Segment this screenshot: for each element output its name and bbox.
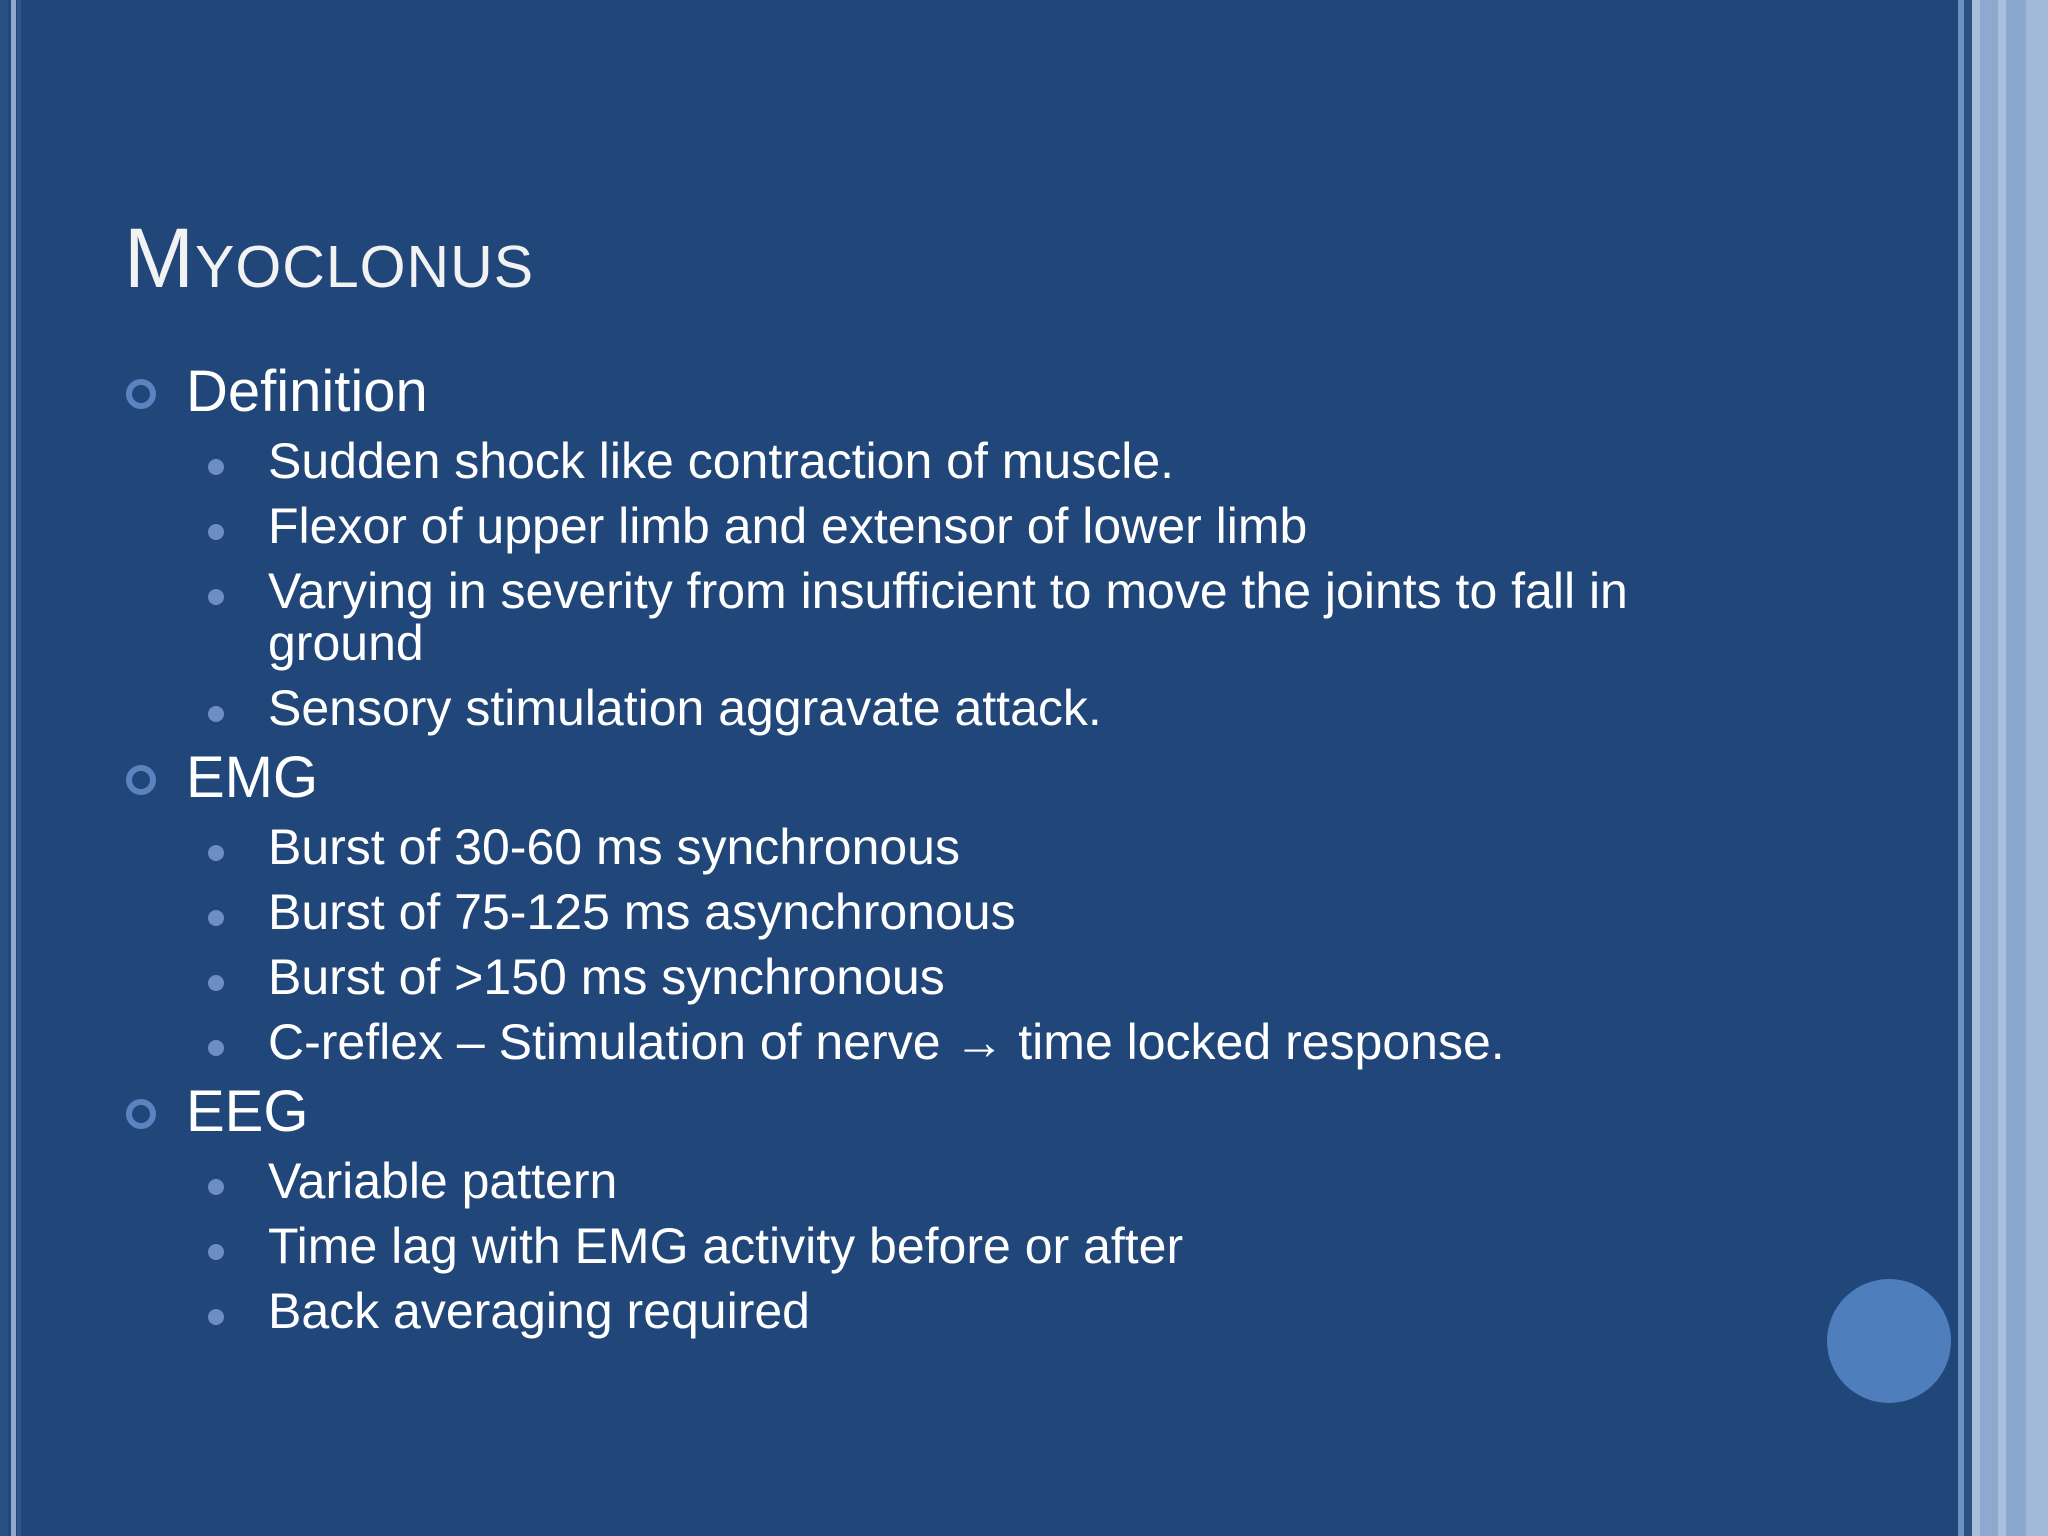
list-item-text: C-reflex – Stimulation of nerve → time locked response. — [268, 1014, 1505, 1070]
section-heading — [124, 1075, 1764, 1149]
list-item-text: Burst of 75-125 ms asynchronous — [268, 884, 1016, 940]
left-border-stripe — [0, 0, 8, 1536]
section-eeg — [124, 1075, 1764, 1344]
bullet-list — [124, 815, 1764, 1075]
right-border-stripe — [1998, 0, 2006, 1536]
section-heading-label: EEG — [186, 1079, 309, 1144]
right-border-stripe — [1980, 0, 1998, 1536]
list-item-text: Varying in severity from insufficient to move the joints to fall in ground — [268, 563, 1628, 671]
list-item-text: Flexor of upper limb and extensor of lower limb — [268, 498, 1308, 554]
section-heading — [124, 355, 1764, 429]
dot-bullet-icon — [208, 1040, 224, 1056]
dot-bullet-icon — [208, 975, 224, 991]
section-definition — [124, 355, 1764, 741]
list-item — [124, 1149, 1764, 1214]
left-border-stripe — [17, 0, 21, 1536]
decorative-circle — [1827, 1279, 1951, 1403]
right-border-stripe — [2006, 0, 2026, 1536]
bullet-list — [124, 429, 1764, 741]
list-item-text: Burst of >150 ms synchronous — [268, 949, 945, 1005]
list-item-text: Sensory stimulation aggravate attack. — [268, 680, 1102, 736]
list-item-text: Sudden shock like contraction of muscle. — [268, 433, 1175, 489]
dot-bullet-icon — [208, 706, 224, 722]
left-border-stripe — [11, 0, 16, 1536]
right-border-stripe — [1972, 0, 1980, 1536]
list-item — [124, 429, 1764, 494]
dot-bullet-icon — [208, 1179, 224, 1195]
list-item-text: Back averaging required — [268, 1283, 810, 1339]
ring-bullet-icon — [126, 765, 156, 795]
list-item — [124, 1279, 1764, 1344]
section-heading-label: Definition — [186, 359, 428, 424]
list-item — [124, 559, 1764, 676]
dot-bullet-icon — [208, 589, 224, 605]
list-item-text: Time lag with EMG activity before or after — [268, 1218, 1184, 1274]
dot-bullet-icon — [208, 459, 224, 475]
list-item — [124, 494, 1764, 559]
right-border-stripe — [1964, 0, 1972, 1536]
list-item — [124, 880, 1764, 945]
section-heading-label: EMG — [186, 745, 319, 810]
slide-title: Myoclonus — [124, 211, 535, 305]
list-item-text: Variable pattern — [268, 1153, 618, 1209]
bullet-list — [124, 1149, 1764, 1344]
dot-bullet-icon — [208, 1244, 224, 1260]
section-heading — [124, 741, 1764, 815]
list-item — [124, 815, 1764, 880]
list-item-text: Burst of 30-60 ms synchronous — [268, 819, 960, 875]
list-item — [124, 676, 1764, 741]
section-emg — [124, 741, 1764, 1075]
ring-bullet-icon — [126, 379, 156, 409]
dot-bullet-icon — [208, 845, 224, 861]
dot-bullet-icon — [208, 1309, 224, 1325]
list-item — [124, 945, 1764, 1010]
list-item — [124, 1010, 1764, 1075]
ring-bullet-icon — [126, 1099, 156, 1129]
right-border-stripe — [2026, 0, 2048, 1536]
list-item — [124, 1214, 1764, 1279]
dot-bullet-icon — [208, 910, 224, 926]
slide-content — [124, 355, 1764, 1344]
dot-bullet-icon — [208, 524, 224, 540]
